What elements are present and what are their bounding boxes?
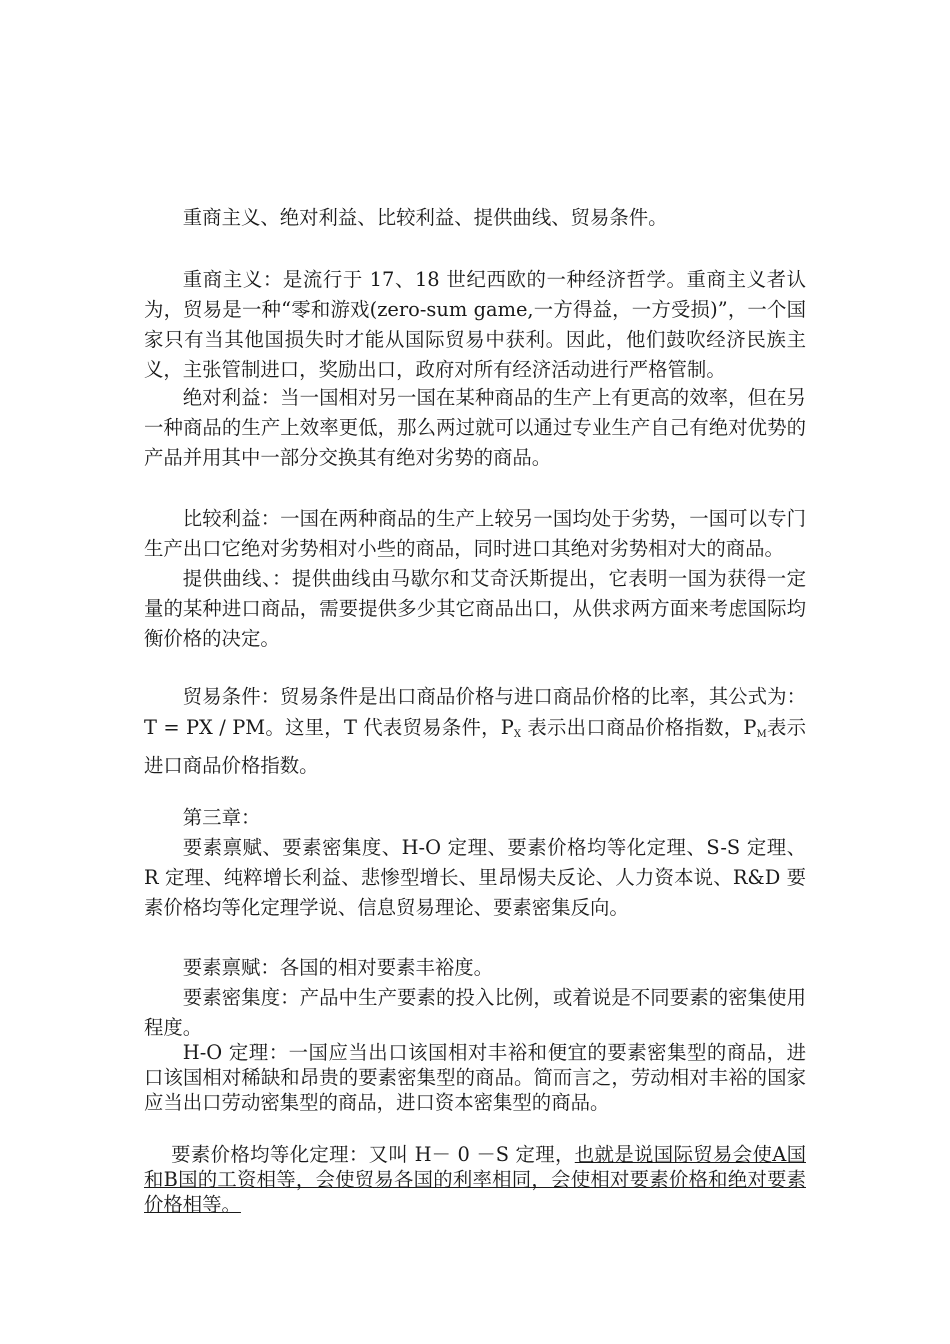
tot-text-3: 表示进口商品价格指数。 [144,716,807,777]
paragraph-mercantilism: 重商主义：是流行于 17、18 世纪西欧的一种经济哲学。重商主义者认为，贸易是一种“零和游戏(zero-sum game,一方得益，一方受损)”，一个国家只有当其他国损失时才能从国际贸易中获利。因此，他们鼓吹经济民族主义，主张管制进口，奖励出口，政府对所有经济活动进行严格管制。 [144,268,806,381]
paragraph-factor-price-equalization [144,1142,806,1217]
paragraph-terms-of-trade [144,681,806,781]
fpe-underlined-text: 也就是说国际贸易会使A国和B国的工资相等，会使贸易各国的利率相同，会使相对要素价格和绝对要素价格相等。 [144,1143,806,1216]
paragraph-absolute-advantage: 绝对利益：当一国相对另一国在某种商品的生产上有更高的效率，但在另一种商品的生产上效率更低，那么两过就可以通过专业生产自己有绝对优势的产品并用其中一部分交换其有绝对劣势的商品。 [144,386,806,469]
tot-subscript-x: X [513,729,521,740]
paragraph-offer-curve: 提供曲线、：提供曲线由马歇尔和艾奇沃斯提出，它表明一国为获得一定量的某种进口商品，需要提供多少其它商品出口，从供求两方面来考虑国际均衡价格的决定。 [144,567,806,650]
tot-subscript-m: M [756,729,767,740]
intro-terms: 重商主义、绝对利益、比较利益、提供曲线、贸易条件。 [182,206,668,229]
tot-text-2: 表示出口商品价格指数，P [520,716,757,739]
chapter-terms: 要素禀赋、要素密集度、H-O 定理、要素价格均等化定理、S-S 定理、R 定理、纯粹增长利益、悲惨型增长、里昂惕夫反论、人力资本说、R&D 要素价格均等化定理学说、信息贸易理论、要素密集反向。 [144,836,806,919]
chapter-heading: 第三章： [182,806,261,829]
paragraph-ho-theorem: H-O 定理：一国应当出口该国相对丰裕和便宜的要素密集型的商品，进口该国相对稀缺和昂贵的要素密集型的商品。简而言之，劳动相对丰裕的国家应当出口劳动密集型的商品，进口资本密集型的商品。 [144,1041,806,1114]
paragraph-factor-intensity: 要素密集度：产品中生产要素的投入比例，或着说是不同要素的密集使用程度。 [144,986,806,1039]
paragraph-comparative-advantage: 比较利益：一国在两种商品的生产上较另一国均处于劣势，一国可以专门生产出口它绝对劣势相对小些的商品，同时进口其绝对劣势相对大的商品。 [144,507,806,560]
paragraph-factor-endowment: 要素禀赋：各国的相对要素丰裕度。 [182,956,494,979]
fpe-text: 要素价格均等化定理：又叫 H－ 0 －S 定理， [171,1143,575,1166]
tot-text-1: 贸易条件：贸易条件是出口商品价格与进口商品价格的比率，其公式为：T = PX / PM。这里，T 代表贸易条件，P [144,685,806,739]
